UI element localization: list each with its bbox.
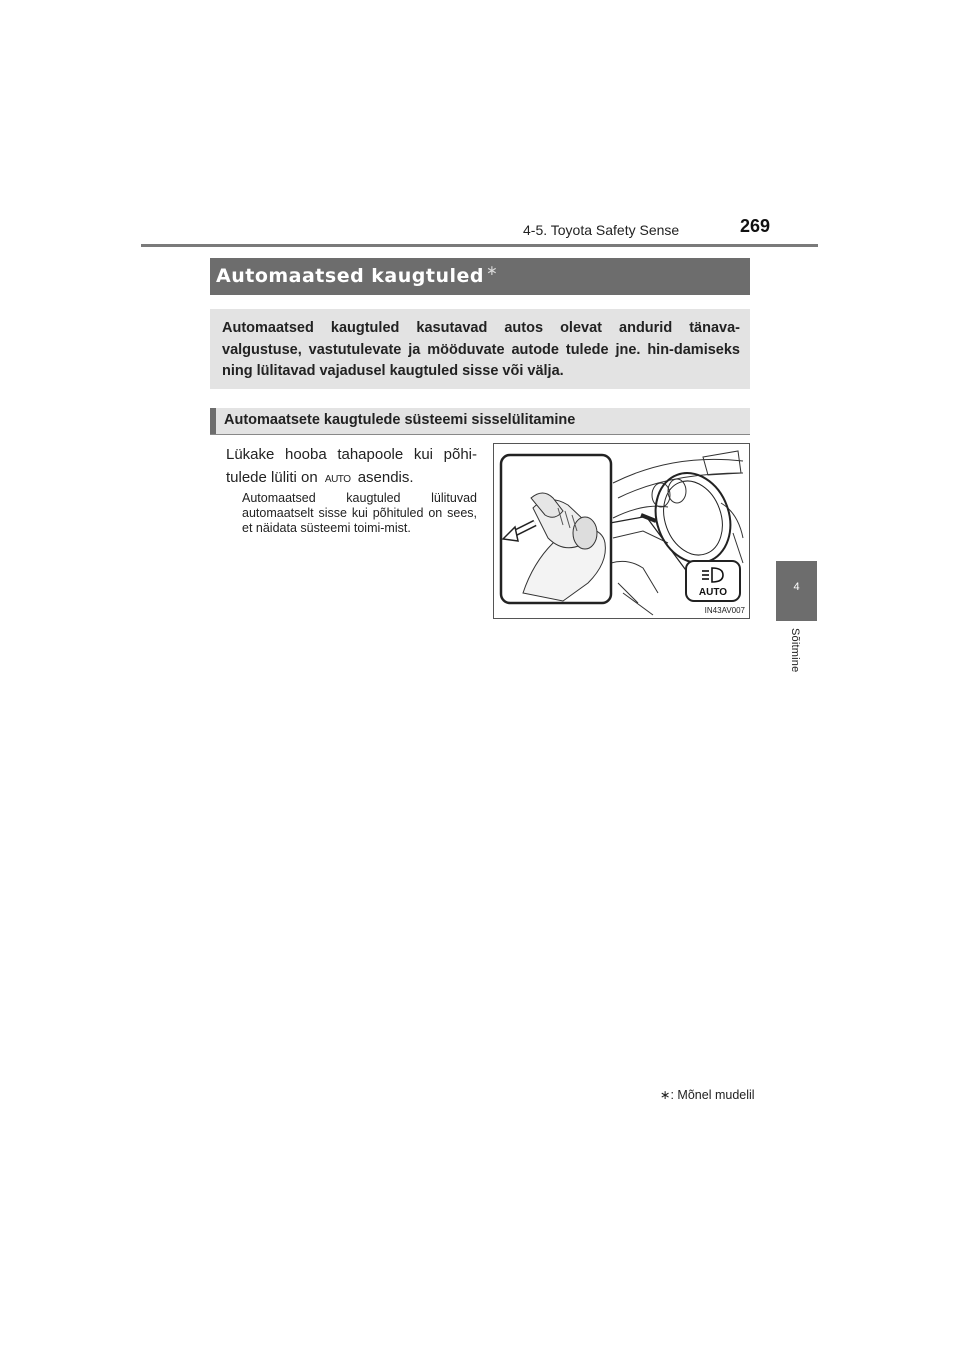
intro-box bbox=[210, 309, 750, 389]
auto-switch-icon: AUTO bbox=[324, 474, 351, 485]
section-title bbox=[216, 265, 498, 287]
chapter-label: Sõitmine bbox=[789, 628, 801, 673]
chapter-number: 4 bbox=[793, 581, 800, 593]
section-title-text: Automaatsed kaugtuled bbox=[216, 265, 484, 287]
instruction-after: asendis. bbox=[357, 469, 414, 486]
headlight-lever-illustration bbox=[493, 443, 750, 619]
intro-text: Automaatsed kaugtuled kasutavad autos olevat andurid tänava-valgustuse, vastutulevate ja mööduvate autode tulede jne. hin-damiseks ning lülitavad vajadusel kaugtuled sisse või välja. bbox=[222, 320, 740, 379]
subsection-heading-bar bbox=[210, 408, 750, 435]
auto-icon-label: AUTO bbox=[698, 587, 728, 598]
instruction-before: Lükake hooba tahapoole kui põhi-tulede lüliti on bbox=[226, 446, 477, 486]
subsection-marker bbox=[210, 408, 216, 434]
footnote-asterisk-icon: ∗ bbox=[660, 1088, 671, 1102]
subsection-heading: Automaatsete kaugtulede süsteemi sisselülitamine bbox=[224, 412, 576, 428]
footnote bbox=[660, 1087, 755, 1102]
header-rule bbox=[141, 244, 818, 247]
chapter-label-container bbox=[776, 626, 817, 696]
illustration-code: IN43AV007 bbox=[704, 606, 745, 615]
page-number: 269 bbox=[740, 216, 771, 236]
illustration-drawing bbox=[493, 443, 750, 619]
asterisk-icon: ∗ bbox=[486, 263, 499, 279]
instruction-text bbox=[226, 443, 477, 491]
footnote-text: : Mõnel mudelil bbox=[670, 1088, 755, 1102]
section-title-bar bbox=[210, 258, 750, 295]
running-header-section: 4-5. Toyota Safety Sense bbox=[523, 222, 680, 238]
note-text: Automaatsed kaugtuled lülituvad automaatselt sisse kui põhituled on sees, et näidata süsteemi toimi-mist. bbox=[242, 491, 477, 535]
chapter-tab bbox=[776, 561, 817, 621]
